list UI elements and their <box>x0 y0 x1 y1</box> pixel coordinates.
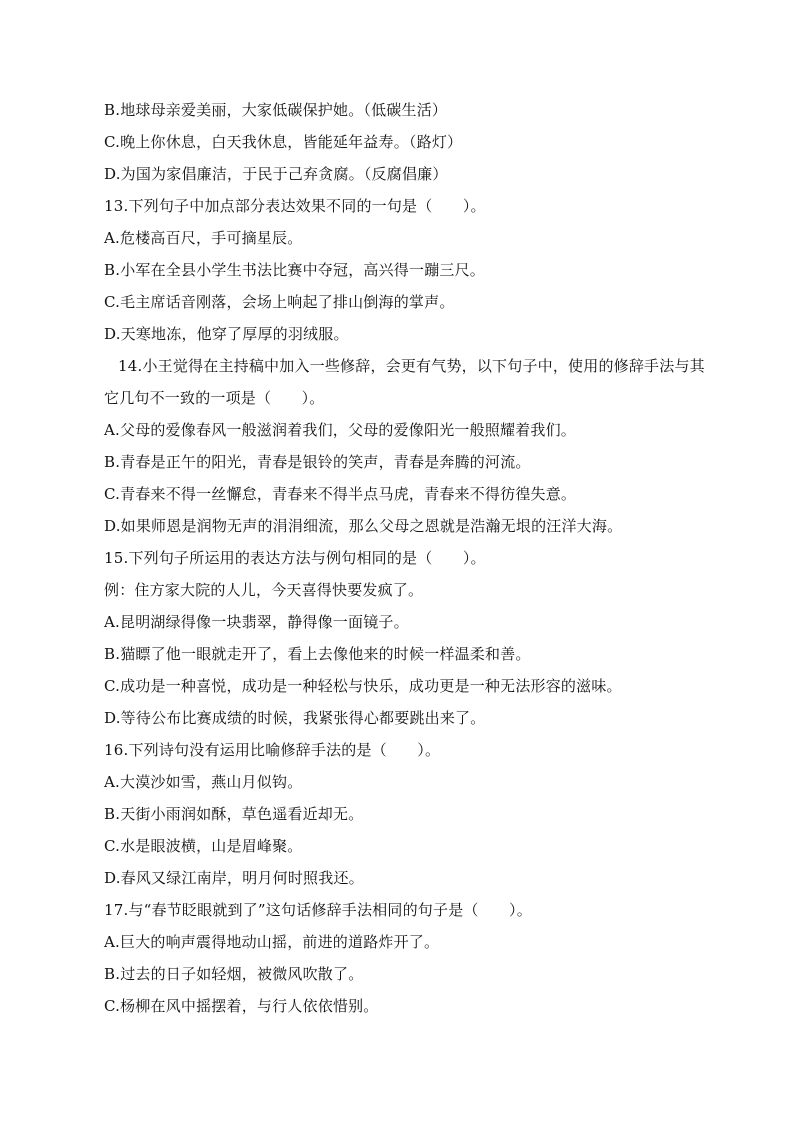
q17-stem: 17.与“春节眨眼就到了”这句话修辞手法相同的句子是（ ）。 <box>104 901 532 919</box>
q16-stem: 16.下列诗句没有运用比喻修辞手法的是（ ）。 <box>104 741 441 759</box>
q16-option-d: D.春风又绿江南岸，明月何时照我还。 <box>104 869 364 887</box>
q13-option-c: C.毛主席话音刚落，会场上响起了排山倒海的掌声。 <box>104 293 455 311</box>
q15-option-d: D.等待公布比赛成绩的时候，我紧张得心都要跳出来了。 <box>104 709 486 727</box>
q16-option-b: B.天街小雨润如酥，草色遥看近却无。 <box>104 805 364 823</box>
q15-option-a: A.昆明湖绿得像一块翡翠，静得像一面镜子。 <box>104 613 409 631</box>
q17-option-a: A.巨大的响声震得地动山摇，前进的道路炸开了。 <box>104 933 440 951</box>
q14-stem-line2: 它几句不一致的一项是（ ）。 <box>104 389 325 407</box>
q13-option-a: A.危楼高百尺，手可摘星辰。 <box>104 229 303 247</box>
q14-option-d: D.如果师恩是润物无声的涓涓细流，那么父母之恩就是浩瀚无垠的汪洋大海。 <box>104 517 623 535</box>
q14-option-c: C.青春来不得一丝懈怠，青春来不得半点马虎，青春来不得彷徨失意。 <box>104 485 577 503</box>
q17-option-b: B.过去的日子如轻烟，被微风吹散了。 <box>104 965 364 983</box>
q13-stem: 13.下列句子中加点部分表达效果不同的一句是（ ）。 <box>104 197 486 215</box>
q15-option-b: B.猫瞟了他一眼就走开了，看上去像他来的时候一样温柔和善。 <box>104 645 531 663</box>
q16-option-a: A.大漠沙如雪，燕山月似钩。 <box>104 773 303 791</box>
q14-stem-line1: 14.小王觉得在主持稿中加入一些修辞，会更有气势，以下句子中，使用的修辞手法与其 <box>118 357 705 375</box>
q16-option-c: C.水是眼波横，山是眉峰聚。 <box>104 837 303 855</box>
q14-option-b: B.青春是正午的阳光，青春是银铃的笑声，青春是奔腾的河流。 <box>104 453 531 471</box>
q15-stem: 15.下列句子所运用的表达方法与例句相同的是（ ）。 <box>104 549 486 567</box>
q15-example: 例：住方家大院的人儿，今天喜得快要发疯了。 <box>104 581 424 599</box>
q12-option-b: B.地球母亲爱美丽，大家低碳保护她。（低碳生活） <box>104 101 448 119</box>
q13-option-d: D.天寒地冻，他穿了厚厚的羽绒服。 <box>104 325 349 343</box>
q15-option-c: C.成功是一种喜悦，成功是一种轻松与快乐，成功更是一种无法形容的滋味。 <box>104 677 622 695</box>
q12-option-c: C.晚上你休息，白天我休息，皆能延年益寿。（路灯） <box>104 133 463 151</box>
q17-option-c: C.杨柳在风中摇摆着，与行人依依惜别。 <box>104 997 379 1015</box>
q13-option-b: B.小军在全县小学生书法比赛中夺冠，高兴得一蹦三尺。 <box>104 261 485 279</box>
q14-option-a: A.父母的爱像春风一般滋润着我们，父母的爱像阳光一般照耀着我们。 <box>104 421 577 439</box>
q12-option-d: D.为国为家倡廉洁，于民于己弃贪腐。（反腐倡廉） <box>104 165 448 183</box>
